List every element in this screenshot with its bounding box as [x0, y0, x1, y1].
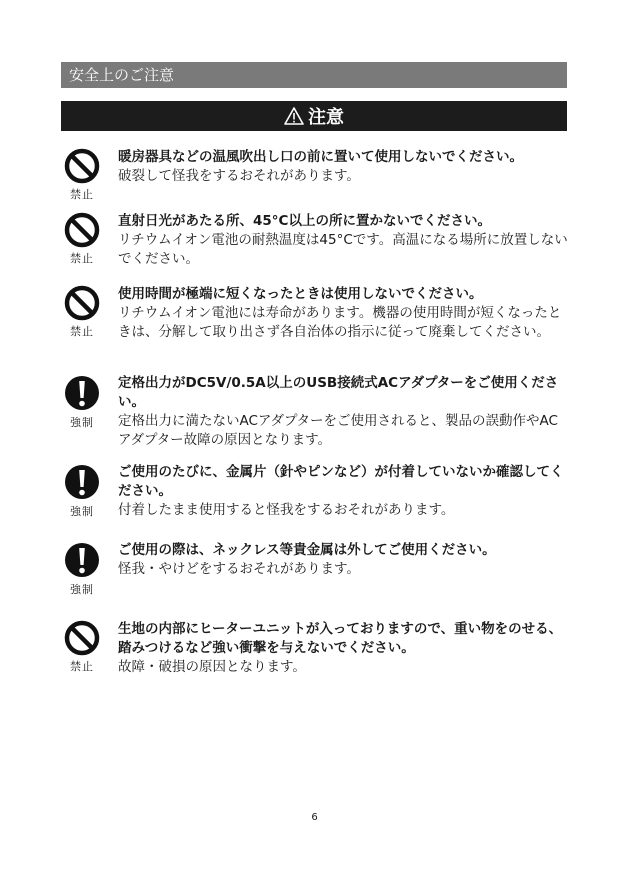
icon-label: 禁止 [70, 660, 94, 673]
prohibition-icon [64, 285, 100, 321]
item-heading: 定格出力がDC5V/0.5A以上のUSB接続式ACアダプターをご使用ください。 [118, 375, 559, 410]
item-body: 付着したまま使用すると怪我をするおそれがあります。 [118, 502, 455, 518]
item-heading: 直射日光があたる所、45°C以上の所に置かないでください。 [118, 213, 491, 229]
icon-label: 禁止 [70, 252, 94, 265]
icon-label: 強制 [70, 505, 94, 518]
item-body: 故障・破損の原因となります。 [118, 659, 306, 675]
warning-triangle-icon [284, 107, 304, 125]
item-body: リチウムイオン電池の耐熱温度は45°Cです。高温になる場所に放置しないでください。 [118, 232, 568, 267]
prohibition-icon [64, 148, 100, 184]
item-body: 定格出力に満たないACアダプターをご使用されると、製品の誤動作やACアダプター故障の原因となります。 [118, 413, 558, 448]
item-body: リチウムイオン電池には寿命があります。機器の使用時間が短くなったときは、分解して取り出さず各自治体の指示に従って廃棄してください。 [118, 305, 562, 340]
item-heading: 生地の内部にヒーターユニットが入っておりますので、重い物をのせる、踏みつけるなど強い衝撃を与えないでください。 [118, 621, 563, 656]
icon-label: 強制 [70, 416, 94, 429]
item-heading: 使用時間が極端に短くなったときは使用しないでください。 [118, 286, 483, 302]
section-title: 安全上のご注意 [61, 62, 567, 88]
caution-title: 注意 [308, 107, 344, 128]
item-body: 怪我・やけどをするおそれがあります。 [118, 561, 360, 577]
mandatory-action-icon [64, 541, 100, 579]
mandatory-action-icon [64, 374, 100, 412]
item-heading: ご使用のたびに、金属片（針やピンなど）が付着していないか確認してください。 [118, 464, 564, 499]
caution-header [61, 101, 567, 131]
icon-label: 禁止 [70, 325, 94, 338]
page-number: 6 [311, 812, 318, 823]
item-heading: ご使用の際は、ネックレス等貴金属は外してご使用ください。 [118, 542, 496, 558]
prohibition-icon [64, 212, 100, 248]
item-heading: 暖房器具などの温風吹出し口の前に置いて使用しないでください。 [118, 149, 523, 165]
item-body: 破裂して怪我をするおそれがあります。 [118, 168, 360, 184]
icon-label: 禁止 [70, 188, 94, 201]
mandatory-action-icon [64, 463, 100, 501]
icon-label: 強制 [70, 583, 94, 596]
prohibition-icon [64, 620, 100, 656]
